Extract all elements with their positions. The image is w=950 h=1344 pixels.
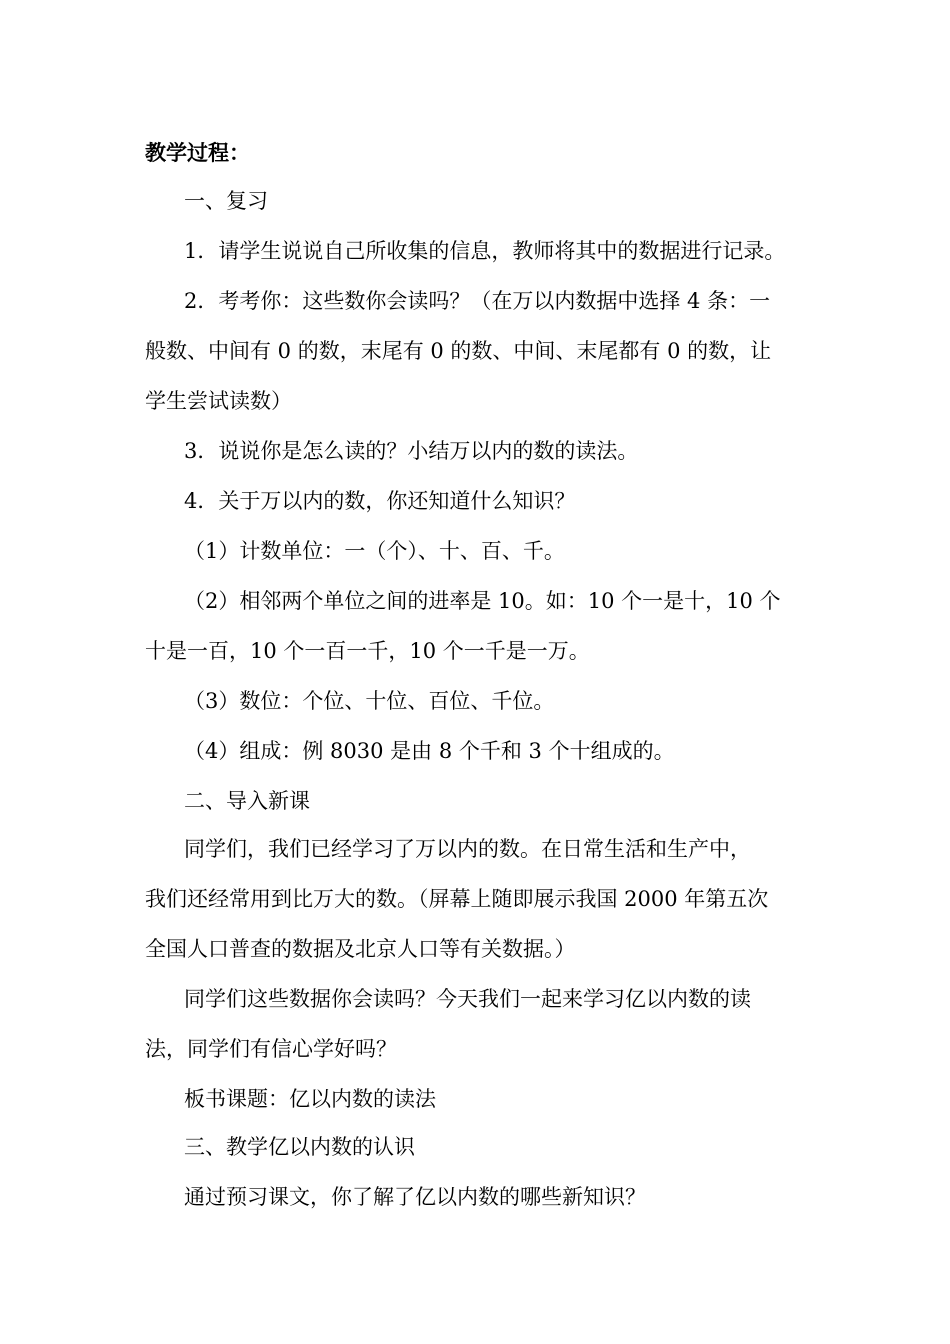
paragraph-line: 2．考考你：这些数你会读吗？（在万以内数据中选择 4 条：一 xyxy=(184,289,771,313)
paragraph-line: 3．说说你是怎么读的？小结万以内的数的读法。 xyxy=(184,439,639,463)
section-title: 教学过程： xyxy=(145,140,250,165)
paragraph-line: 板书课题：亿以内数的读法 xyxy=(184,1087,436,1111)
paragraph-line: 十是一百，10 个一百一千，10 个一千是一万。 xyxy=(145,639,590,663)
paragraph-line: 学生尝试读数） xyxy=(145,389,292,413)
paragraph-line: 二、导入新课 xyxy=(184,789,310,813)
paragraph-line: 同学们，我们已经学习了万以内的数。在日常生活和生产中， xyxy=(184,837,751,861)
paragraph-line: 我们还经常用到比万大的数。（屏幕上随即展示我国 2000 年第五次 xyxy=(145,887,769,911)
paragraph-line: （1）计数单位：一（个）、十、百、千。 xyxy=(184,539,565,563)
paragraph-line: 一、复习 xyxy=(184,189,268,213)
paragraph-line: 法，同学们有信心学好吗？ xyxy=(145,1037,397,1061)
paragraph-line: 般数、中间有 0 的数，末尾有 0 的数、中间、末尾都有 0 的数，让 xyxy=(145,339,772,363)
paragraph-line: 同学们这些数据你会读吗？今天我们一起来学习亿以内数的读 xyxy=(184,987,751,1011)
paragraph-line: （4）组成：例 8030 是由 8 个千和 3 个十组成的。 xyxy=(184,739,675,763)
paragraph-line: 全国人口普查的数据及北京人口等有关数据。） xyxy=(145,937,576,961)
paragraph-line: 三、教学亿以内数的认识 xyxy=(184,1135,415,1159)
paragraph-line: 通过预习课文，你了解了亿以内数的哪些新知识？ xyxy=(184,1185,646,1209)
paragraph-line: （3）数位：个位、十位、百位、千位。 xyxy=(184,689,555,713)
paragraph-line: （2）相邻两个单位之间的进率是 10。如：10 个一是十，10 个 xyxy=(184,589,781,613)
paragraph-line: 1．请学生说说自己所收集的信息，教师将其中的数据进行记录。 xyxy=(184,239,786,263)
paragraph-line: 4．关于万以内的数，你还知道什么知识？ xyxy=(184,489,576,513)
